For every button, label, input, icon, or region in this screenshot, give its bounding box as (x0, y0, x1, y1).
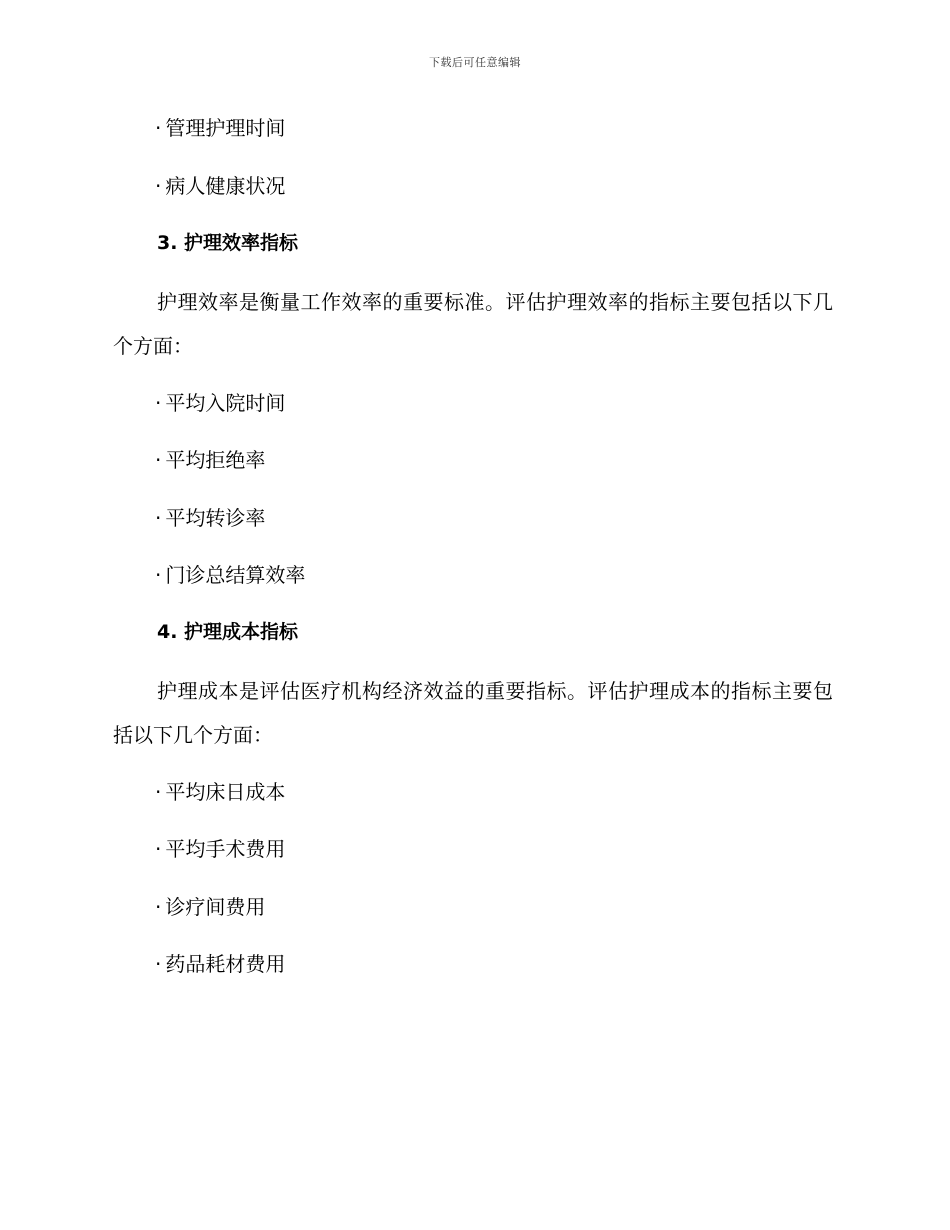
list-item (155, 561, 305, 589)
list-item-text: 平均入院时间 (165, 391, 286, 415)
list-item (155, 446, 265, 474)
list-item (155, 114, 285, 142)
list-item-text: 平均手术费用 (165, 837, 286, 861)
list-item-text: 平均拒绝率 (165, 448, 266, 472)
list-item-text: 平均转诊率 (165, 506, 266, 530)
section-heading: 3. 护理效率指标 (157, 232, 299, 254)
list-item-text: 病人健康状况 (165, 174, 286, 198)
page-header-note: 下载后可任意编辑 (429, 56, 521, 69)
bullet-icon: · (155, 391, 162, 415)
bullet-icon: · (155, 952, 162, 976)
bullet-icon: · (155, 448, 162, 472)
list-item-text: 诊疗间费用 (165, 895, 266, 919)
bullet-icon: · (155, 895, 162, 919)
bullet-icon: · (155, 506, 162, 530)
bullet-icon: · (155, 837, 162, 861)
list-item (155, 893, 265, 921)
list-item-text: 管理护理时间 (165, 116, 286, 140)
section-paragraph: 护理效率是衡量工作效率的重要标准。评估护理效率的指标主要包括以下几个方面： (113, 290, 833, 358)
section-paragraph: 护理成本是评估医疗机构经济效益的重要指标。评估护理成本的指标主要包括以下几个方面： (113, 679, 833, 747)
list-item (155, 778, 285, 806)
bullet-icon: · (155, 116, 162, 140)
list-item-text: 平均床日成本 (165, 780, 286, 804)
list-item (155, 950, 285, 978)
list-item (155, 389, 285, 417)
list-item-text: 门诊总结算效率 (165, 563, 306, 587)
list-item (155, 172, 285, 200)
section-heading: 4. 护理成本指标 (157, 621, 299, 643)
list-item-text: 药品耗材费用 (165, 952, 286, 976)
list-item (155, 504, 265, 532)
list-item (155, 835, 285, 863)
bullet-icon: · (155, 780, 162, 804)
bullet-icon: · (155, 563, 162, 587)
bullet-icon: · (155, 174, 162, 198)
